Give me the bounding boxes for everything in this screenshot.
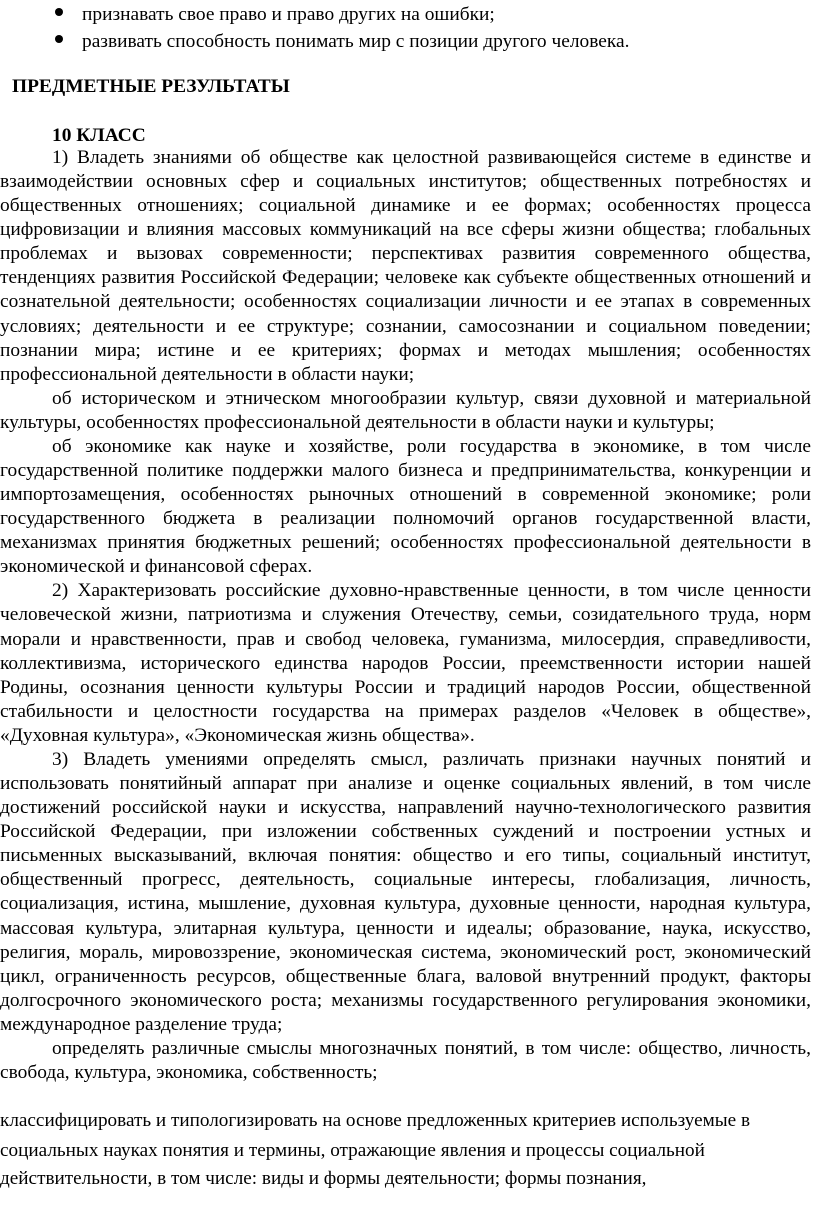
bullet-dot-icon xyxy=(55,8,63,16)
paragraph: определять различные смыслы многозначных понятий, в том числе: общество, личность, свобода, культура, экономика, собственность; xyxy=(0,1037,811,1083)
section-title: ПРЕДМЕТНЫЕ РЕЗУЛЬТАТЫ xyxy=(12,76,290,97)
tail-line: социальных науках понятия и термины, отражающие явления и процессы социальной xyxy=(0,1140,705,1161)
paragraph: об историческом и этническом многообразии культур, связи духовной и материальной культуры, особенностях профессиональной деятельности в области науки и культуры; xyxy=(0,387,811,433)
paragraph: 3) Владеть умениями определять смысл, различать признаки научных понятий и использовать понятийный аппарат при анализе и оценке социальных явлений, в том числе достижений российской науки и искусства, направлений научно-технологического развития Российской Федерации, при изложении собственных суждений и построении устных и письменных высказываний, включая понятия: общество и его типы, социальный институт, общественный прогресс, деятельность, социальные интересы, глобализация, личность, социализация, истина, мышление, духовная культура, духовные ценности, народная культура, массовая культура, элитарная культура, ценности и идеалы; образование, наука, искусство, религия, мораль, мировоззрение, экономическая система, экономический рост, экономический цикл, ограниченность ресурсов, общественные блага, валовой внутренний продукт, факторы долгосрочного экономического роста; механизмы государственного регулирования экономики, международное разделение труда; xyxy=(0,748,811,1035)
bullet-text: признавать свое право и право других на ошибки; xyxy=(82,4,495,25)
paragraph: об экономике как науке и хозяйстве, роли государства в экономике, в том числе государственной политике поддержки малого бизнеса и предпринимательства, конкуренции и импортозамещения, особенностях рыночных отношений в современной экономике; роли государственного бюджета в реализации полномочий органов государственной власти, механизмах принятия бюджетных решений; особенностях профессиональной деятельности в экономической и финансовой сферах. xyxy=(0,435,811,578)
grade-title: 10 КЛАСС xyxy=(52,125,146,146)
paragraph: 2) Характеризовать российские духовно-нравственные ценности, в том числе ценности человеческой жизни, патриотизма и служения Отечеству, семьи, созидательного труда, норм морали и нравственности, прав и свобод человека, гуманизма, милосердия, справедливости, коллективизма, исторического единства народов России, преемственности истории нашей Родины, осознания ценности культуры России и традиций народов России, общественной стабильности и целостности государства на примерах разделов «Человек в обществе», «Духовная культура», «Экономическая жизнь общества». xyxy=(0,580,811,746)
bullet-text: развивать способность понимать мир с позиции другого человека. xyxy=(82,31,630,52)
paragraph: 1) Владеть знаниями об обществе как целостной развивающейся системе в единстве и взаимодействии основных сфер и социальных институтов; общественных потребностях и общественных отношениях; социальной динамике и ее формах; особенностях процесса цифровизации и влияния массовых коммуникаций на все сферы жизни общества; глобальных проблемах и вызовах современности; перспективах развития современного общества, тенденциях развития Российской Федерации; человеке как субъекте общественных отношений и сознательной деятельности; особенностях социализации личности и ее этапах в современных условиях; деятельности и ее структуре; сознании, самосознании и социальном поведении; познании мира; истине и ее критериях; формах и методах мышления; особенностях профессиональной деятельности в области науки; xyxy=(0,147,811,385)
tail-line: классифицировать и типологизировать на основе предложенных критериев используемые в xyxy=(0,1110,751,1131)
tail-line: действительности, в том числе: виды и формы деятельности; формы познания, xyxy=(0,1168,647,1189)
bullet-dot-icon xyxy=(55,35,63,43)
document-body xyxy=(0,146,811,1085)
